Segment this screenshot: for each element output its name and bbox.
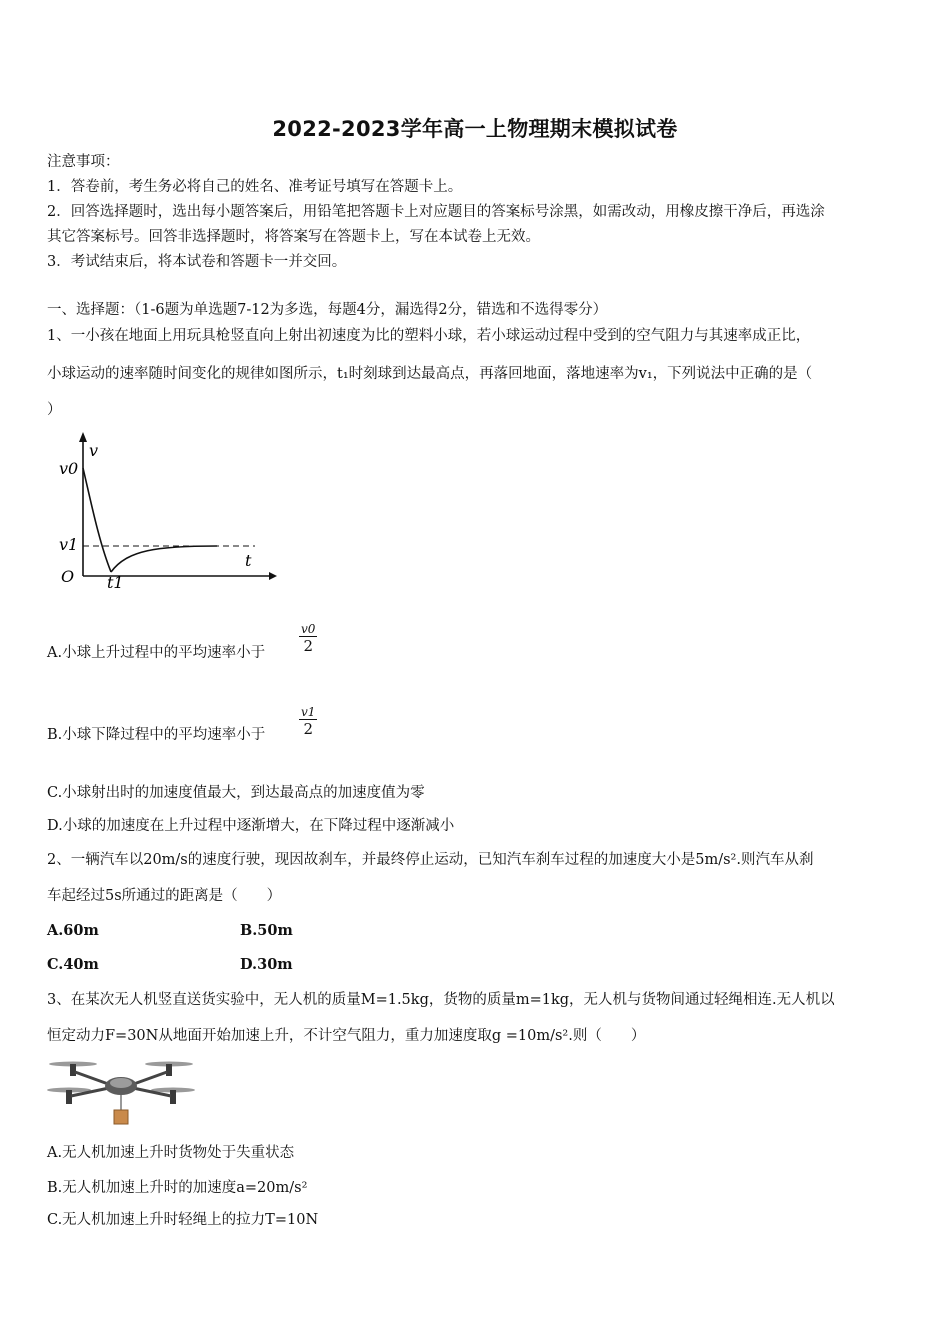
q1-line3: ） (47, 402, 62, 418)
fraction-numerator: v1 (301, 705, 316, 719)
q2-line1: 2、一辆汽车以20m/s的速度行驶，现因故刹车，并最终停止运动，已知汽车刹车过程的加速度大小是5m/s².则汽车从刹 (47, 852, 814, 868)
q2-option-b: B.50m (240, 922, 293, 939)
q1-option-b-fraction (299, 705, 317, 738)
q2-option-a: A.60m (47, 922, 99, 939)
section-heading: 一、选择题：（1-6题为单选题7-12为多选，每题4分，漏选得2分，错选和不选得零分） (47, 302, 608, 318)
notice-item-2-cont: 其它答案标号。回答非选择题时，将答案写在答题卡上，写在本试卷上无效。 (47, 229, 540, 245)
fraction-denominator: 2 (303, 637, 313, 655)
graph-v0-label: v0 (59, 459, 79, 478)
fraction-denominator: 2 (303, 720, 313, 738)
q3-option-a: A.无人机加速上升时货物处于失重状态 (47, 1145, 295, 1161)
graph-v-label: v (89, 441, 99, 460)
notice-item-1: 1．答卷前，考生务必将自己的姓名、准考证号填写在答题卡上。 (47, 179, 463, 195)
drone-illustration (45, 1058, 197, 1132)
q1-option-a: A.小球上升过程中的平均速率小于 (47, 645, 266, 661)
graph-t-label: t (245, 551, 252, 570)
graph-v1-label: v1 (59, 535, 79, 554)
q3-line1: 3、在某次无人机竖直送货实验中，无人机的质量M=1.5kg，货物的质量m=1kg，无人机与货物间通过轻绳相连.无人机以 (47, 992, 835, 1008)
fraction-numerator: v0 (301, 622, 316, 636)
q1-line1: 1、一小孩在地面上用玩具枪竖直向上射出初速度为比的塑料小球，若小球运动过程中受到的空气阻力与其速率成正比， (47, 328, 811, 344)
q1-line2: 小球运动的速率随时间变化的规律如图所示，t₁时刻球到达最高点，再落回地面，落地速率为v₁，下列说法中正确的是（ (47, 366, 813, 382)
q2-option-c: C.40m (47, 956, 99, 973)
q3-option-b: B.无人机加速上升时的加速度a=20m/s² (47, 1180, 308, 1196)
graph-origin-label: O (61, 567, 75, 586)
q1-option-b: B.小球下降过程中的平均速率小于 (47, 727, 266, 743)
q1-option-d: D.小球的加速度在上升过程中逐渐增大，在下降过程中逐渐减小 (47, 818, 455, 834)
graph-t1-label: t1 (107, 573, 124, 592)
q3-option-c: C.无人机加速上升时轻绳上的拉力T=10N (47, 1212, 319, 1228)
notice-heading: 注意事项： (47, 154, 120, 170)
q1-option-a-fraction (299, 622, 317, 655)
q2-option-d: D.30m (240, 956, 293, 973)
notice-item-2: 2．回答选择题时，选出每小题答案后，用铅笔把答题卡上对应题目的答案标号涂黑，如需改动，用橡皮擦干净后，再选涂 (47, 204, 825, 220)
page-title: 2022-2023学年高一上物理期末模拟试卷 (272, 117, 678, 141)
velocity-time-graph (47, 432, 277, 592)
q1-option-c: C.小球射出时的加速度值最大，到达最高点的加速度值为零 (47, 785, 425, 801)
q3-line2: 恒定动力F=30N从地面开始加速上升，不计空气阻力，重力加速度取g =10m/s².则（ ） (47, 1028, 646, 1044)
q2-line2: 车起经过5s所通过的距离是（ ） (47, 888, 282, 904)
notice-item-3: 3．考试结束后，将本试卷和答题卡一并交回。 (47, 254, 347, 270)
